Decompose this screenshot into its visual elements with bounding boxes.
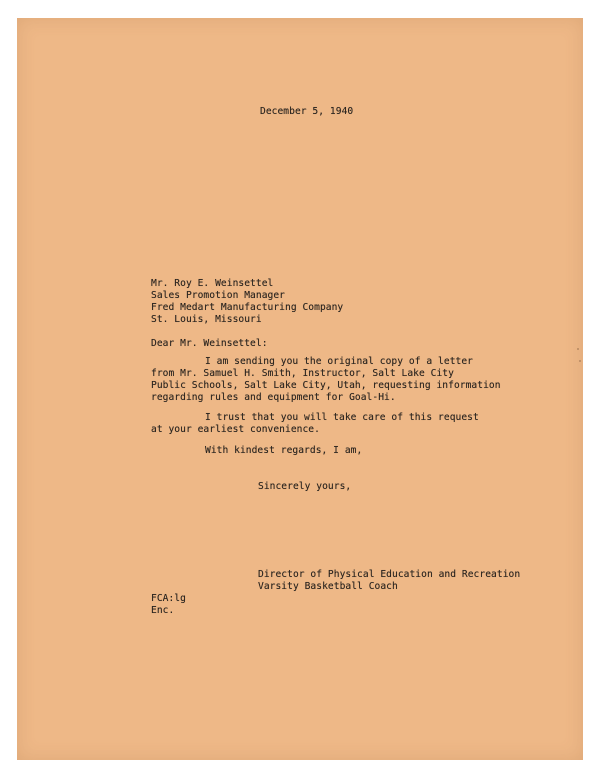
signature-title: Varsity Basketball Coach: [258, 581, 398, 592]
closing: Sincerely yours,: [258, 481, 352, 492]
body-line: at your earliest convenience.: [151, 424, 320, 435]
body-line: Public Schools, Salt Lake City, Utah, requesting information: [151, 380, 501, 391]
salutation: Dear Mr. Weinsettel:: [151, 338, 268, 349]
recipient-city: St. Louis, Missouri: [151, 314, 262, 325]
paper-speck: [579, 360, 581, 362]
recipient-name: Mr. Roy E. Weinsettel: [151, 278, 274, 289]
body-line: from Mr. Samuel H. Smith, Instructor, Salt Lake City: [151, 368, 454, 379]
body-line: regarding rules and equipment for Goal-Hi.: [151, 392, 396, 403]
recipient-title: Sales Promotion Manager: [151, 290, 285, 301]
paper-speck: [577, 348, 579, 350]
letter-date: December 5, 1940: [260, 106, 354, 117]
body-line: I am sending you the original copy of a letter: [205, 356, 473, 367]
body-line: I trust that you will take care of this request: [205, 412, 479, 423]
reference-initials: FCA:lg: [151, 593, 186, 604]
enclosure-note: Enc.: [151, 605, 175, 616]
signature-title: Director of Physical Education and Recreation: [258, 569, 521, 580]
body-line: With kindest regards, I am,: [205, 445, 363, 456]
recipient-company: Fred Medart Manufacturing Company: [151, 302, 344, 313]
